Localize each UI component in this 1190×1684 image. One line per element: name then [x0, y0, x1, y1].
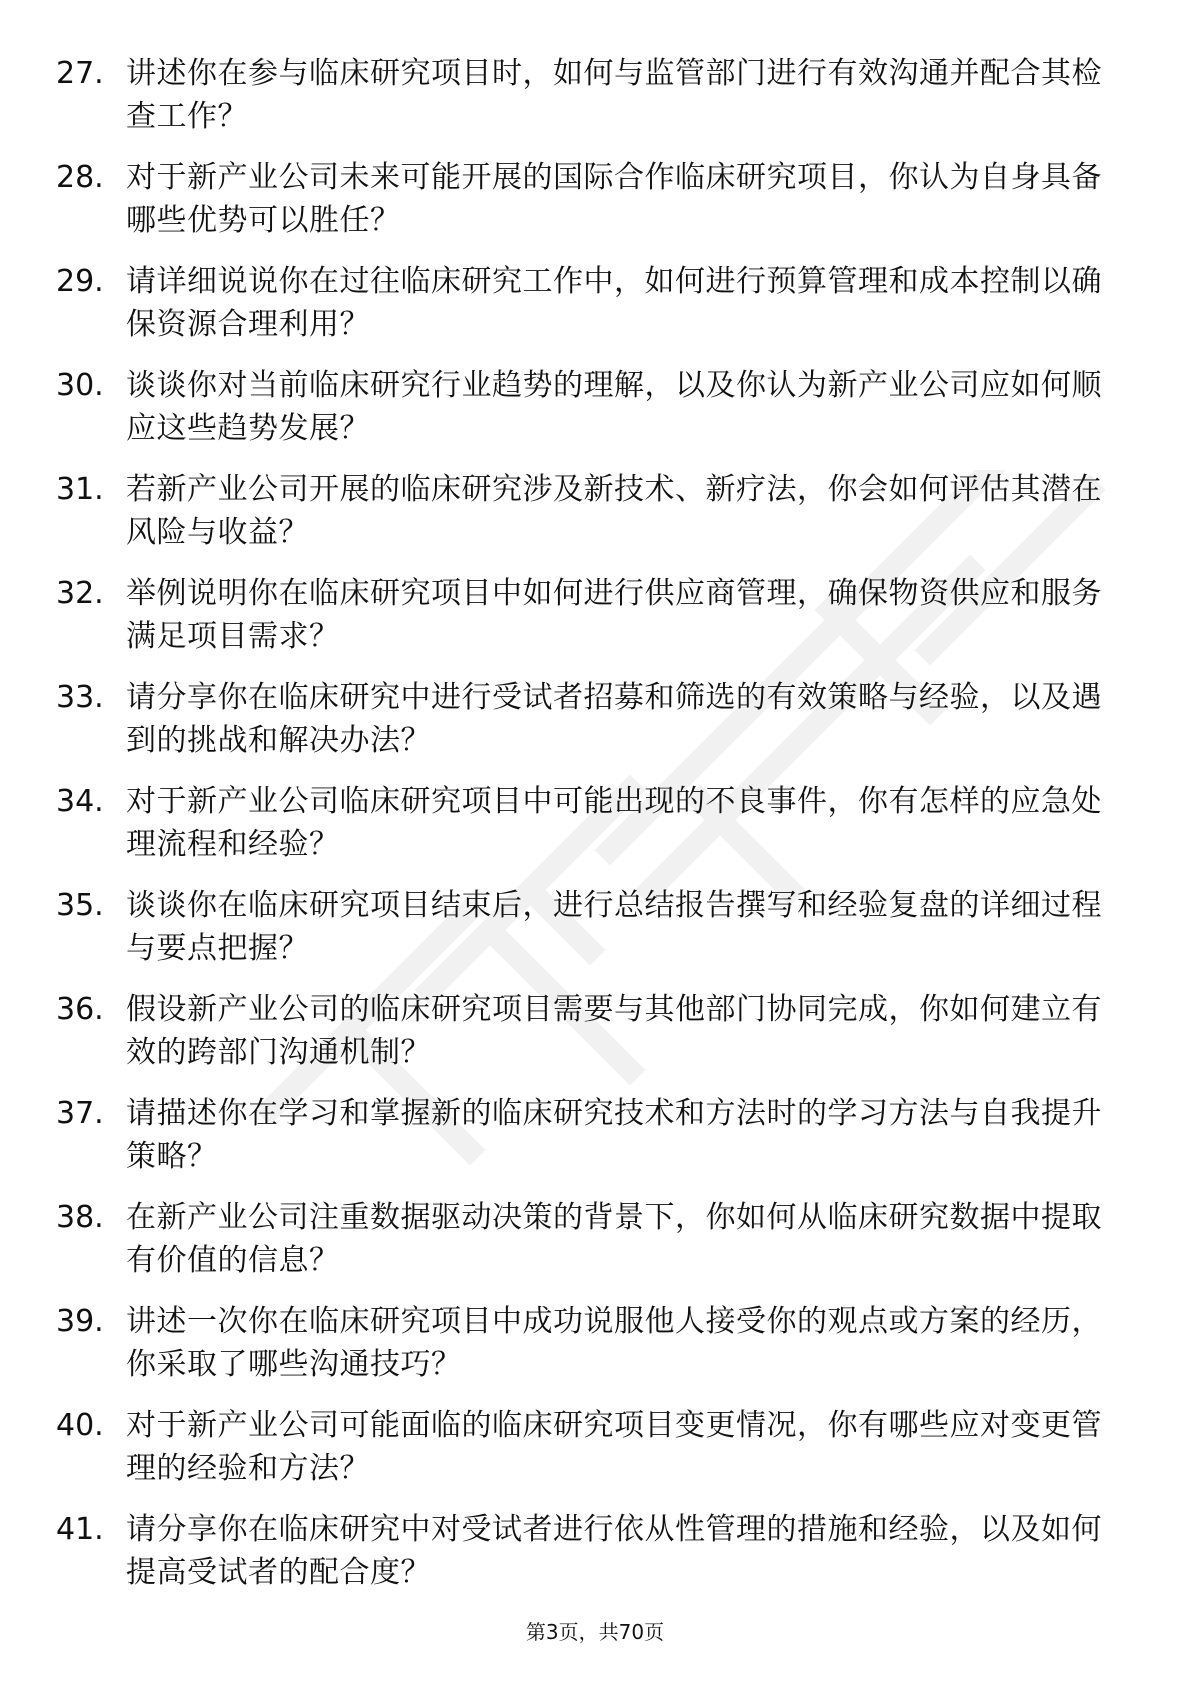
page-footer: [0, 1618, 1190, 1646]
question-number: 27.: [56, 56, 104, 91]
question-number: 32.: [56, 576, 104, 611]
question-number: 37.: [56, 1096, 104, 1131]
question-item: [0, 364, 1190, 468]
question-list: [0, 52, 1190, 1612]
question-text: 请描述你在学习和掌握新的临床研究技术和方法时的学习方法与自我提升策略？: [126, 1096, 1102, 1174]
question-text: 讲述你在参与临床研究项目时，如何与监管部门进行有效沟通并配合其检查工作？: [126, 56, 1102, 134]
question-item: [0, 1508, 1190, 1612]
question-item: [0, 156, 1190, 260]
question-text: 对于新产业公司可能面临的临床研究项目变更情况，你有哪些应对变更管理的经验和方法？: [126, 1408, 1102, 1486]
question-text: 请分享你在临床研究中进行受试者招募和筛选的有效策略与经验，以及遇到的挑战和解决办法？: [126, 680, 1102, 758]
question-item: [0, 676, 1190, 780]
question-item: [0, 1404, 1190, 1508]
question-text: 举例说明你在临床研究项目中如何进行供应商管理，确保物资供应和服务满足项目需求？: [126, 576, 1102, 654]
question-item: [0, 780, 1190, 884]
question-item: [0, 260, 1190, 364]
question-text: 讲述一次你在临床研究项目中成功说服他人接受你的观点或方案的经历，你采取了哪些沟通技巧？: [126, 1304, 1102, 1382]
question-number: 31.: [56, 472, 104, 507]
question-number: 33.: [56, 680, 104, 715]
question-number: 40.: [56, 1408, 104, 1443]
question-number: 41.: [56, 1512, 104, 1547]
question-number: 29.: [56, 264, 104, 299]
question-item: [0, 1092, 1190, 1196]
question-item: [0, 1196, 1190, 1300]
question-text: 请详细说说你在过往临床研究工作中，如何进行预算管理和成本控制以确保资源合理利用？: [126, 264, 1102, 342]
question-item: [0, 572, 1190, 676]
question-text: 谈谈你对当前临床研究行业趋势的理解，以及你认为新产业公司应如何顺应这些趋势发展？: [126, 368, 1102, 446]
question-number: 35.: [56, 888, 104, 923]
question-text: 对于新产业公司临床研究项目中可能出现的不良事件，你有怎样的应急处理流程和经验？: [126, 784, 1102, 862]
question-text: 谈谈你在临床研究项目结束后，进行总结报告撰写和经验复盘的详细过程与要点把握？: [126, 888, 1102, 966]
page-number-label: 第3页，共70页: [525, 1620, 665, 1644]
question-text: 对于新产业公司未来可能开展的国际合作临床研究项目，你认为自身具备哪些优势可以胜任？: [126, 160, 1102, 238]
question-text: 请分享你在临床研究中对受试者进行依从性管理的措施和经验，以及如何提高受试者的配合度？: [126, 1512, 1102, 1590]
question-number: 30.: [56, 368, 104, 403]
question-number: 28.: [56, 160, 104, 195]
question-text: 在新产业公司注重数据驱动决策的背景下，你如何从临床研究数据中提取有价值的信息？: [126, 1200, 1102, 1278]
question-item: [0, 988, 1190, 1092]
question-item: [0, 468, 1190, 572]
question-number: 38.: [56, 1200, 104, 1235]
question-item: [0, 884, 1190, 988]
question-number: 39.: [56, 1304, 104, 1339]
question-number: 34.: [56, 784, 104, 819]
question-number: 36.: [56, 992, 104, 1027]
question-item: [0, 1300, 1190, 1404]
question-text: 若新产业公司开展的临床研究涉及新技术、新疗法，你会如何评估其潜在风险与收益？: [126, 472, 1102, 550]
question-item: [0, 52, 1190, 156]
question-text: 假设新产业公司的临床研究项目需要与其他部门协同完成，你如何建立有效的跨部门沟通机制？: [126, 992, 1102, 1070]
